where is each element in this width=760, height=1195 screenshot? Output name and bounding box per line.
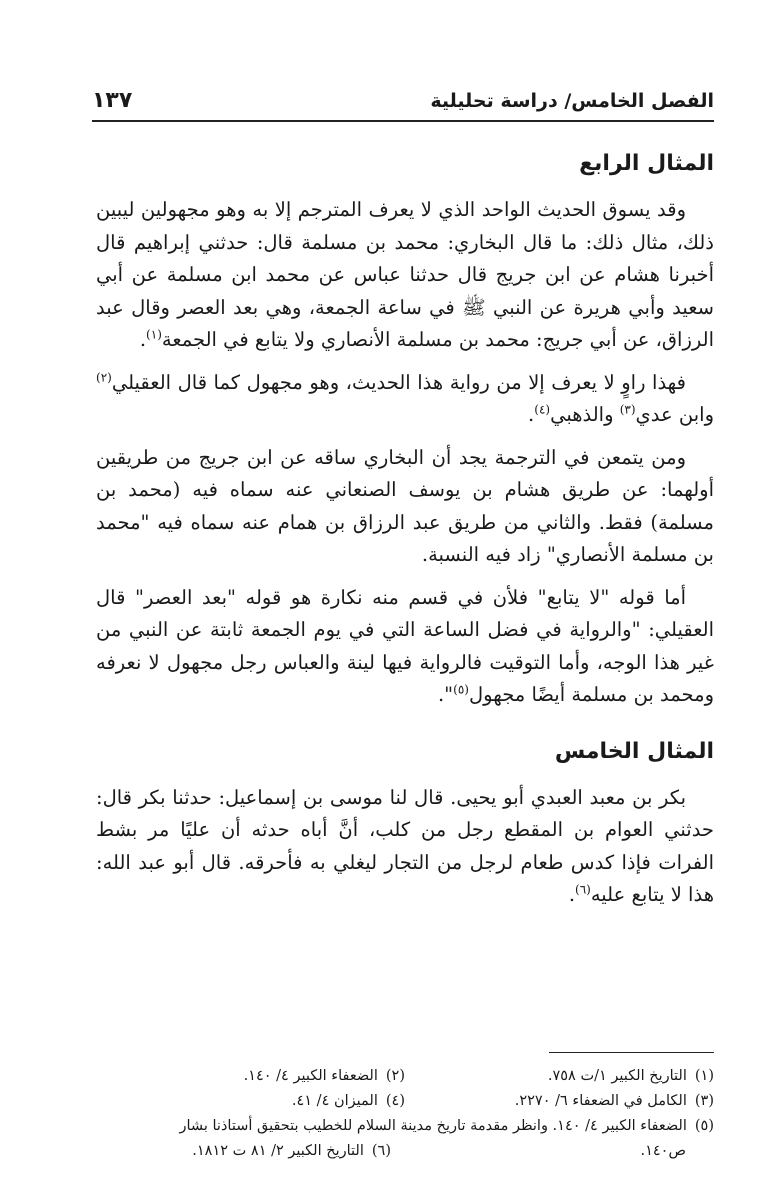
punctuation: ". — [437, 683, 454, 706]
page-body — [96, 148, 714, 922]
footnote-ref: (٦) — [575, 882, 591, 897]
footnote-row — [96, 1089, 714, 1114]
footnote-text: الضعفاء الكبير ٤/ ١٤٠. — [243, 1068, 378, 1084]
paragraph-text: والذهبي — [550, 403, 620, 426]
paragraph-5 — [96, 782, 714, 912]
footnote-ref: (٤) — [534, 402, 551, 417]
footnotes — [96, 1064, 714, 1164]
footnote-number: (٣) — [694, 1093, 714, 1109]
paragraph-1 — [96, 194, 714, 357]
footnote-text: التاريخ الكبير ١/ت ٧٥٨. — [547, 1068, 687, 1084]
footnote-5 — [96, 1114, 714, 1139]
footnote-4 — [96, 1089, 405, 1114]
page-header — [92, 86, 714, 122]
section-heading-example-4: المثال الرابع — [579, 151, 714, 176]
section-heading-example-5: المثال الخامس — [554, 738, 714, 764]
footnote-text: التاريخ الكبير ٢/ ٨١ ت ١٨١٢. — [192, 1143, 364, 1159]
paragraph-text: فهذا راوٍ لا يعرف إلا من رواية هذا الحديث، وهو مجهول كما قال العقيلي — [111, 370, 686, 394]
paragraph-text: بكر بن معبد العبدي أبو يحيى. قال لنا موسى بن إسماعيل: حدثنا بكر قال: حدثني العوام بن المقطع رجل من كلب، أنَّ أباه حدثه أن عليًا مر بشط الفرات فإذا كدس طعام لرجل من التجار ليغلي به فأحرقه. قال أبو عبد الله: هذا لا يتابع عليه — [96, 785, 714, 906]
paragraph-2 — [96, 367, 714, 432]
footnote-number: (٤) — [385, 1093, 405, 1109]
footnote-5-continuation: ص١٤٠. — [640, 1143, 686, 1159]
footnote-text: الميزان ٤/ ٤١. — [291, 1093, 378, 1109]
running-title: الفصل الخامس/ دراسة تحليلية — [430, 90, 714, 112]
footnote-text: الضعفاء الكبير ٤/ ١٤٠. وانظر مقدمة تاريخ مدينة السلام للخطيب بتحقيق أستاذنا بشار — [179, 1118, 687, 1134]
paragraph-text: ومن يتمعن في الترجمة يجد أن البخاري ساقه عن ابن جريج من طريقين أولهما: عن طريق هشام بن يوسف الصنعاني عنه سماه فيه (محمد بن مسلمة) فقط. والثاني من طريق عبد الرزاق بن همام عنه سماه فيه "محمد بن مسلمة الأنصاري" زاد فيه النسبة. — [96, 445, 714, 566]
footnote-2 — [96, 1064, 405, 1089]
punctuation: . — [139, 328, 147, 351]
footnote-row — [96, 1064, 714, 1089]
punctuation: . — [528, 403, 535, 426]
paragraph-3 — [96, 442, 714, 572]
footnote-6 — [96, 1139, 391, 1164]
footnote-1 — [405, 1064, 714, 1089]
footnote-divider — [549, 1052, 714, 1053]
punctuation: . — [568, 883, 576, 906]
footnote-ref: (٥) — [453, 682, 469, 697]
paragraph-text: وقد يسوق الحديث الواحد الذي لا يعرف المترجم إلا به وهو مجهولين ليبين ذلك، مثال ذلك: ما قال البخاري: محمد بن مسلمة قال: حدثني إبراهيم قال أخبرنا هشام عن ابن جريج قال حدثنا عباس عن محمد ابن مسلمة عن أبي سعيد وأبي هريرة عن النبي ﷺ في ساعة الجمعة، وهي بعد العصر وقال عبد الرزاق، عن أبي جريج: محمد بن مسلمة الأنصاري ولا يتابع في الجمعة — [96, 198, 714, 351]
footnote-3 — [405, 1089, 714, 1114]
footnote-number: (٦) — [371, 1143, 391, 1159]
page-number: ١٣٧ — [92, 88, 133, 113]
footnote-text: الكامل في الضعفاء ٦/ ٢٢٧٠. — [514, 1093, 687, 1109]
paragraph-text: وابن عدي — [635, 403, 714, 426]
paragraph-4 — [96, 582, 714, 712]
footnote-number: (١) — [694, 1068, 714, 1084]
footnote-row — [96, 1114, 714, 1139]
footnote-ref: (٢) — [96, 370, 112, 384]
footnote-row — [96, 1139, 714, 1164]
footnote-number: (٢) — [385, 1068, 405, 1084]
footnote-ref: (٣) — [619, 402, 636, 417]
paragraph-text: أما قوله "لا يتابع" فلأن في قسم منه نكارة هو قوله "بعد العصر" قال العقيلي: "والرواية في فضل الساعة التي في يوم الجمعة ثابتة عن النبي من غير هذا الوجه، وأما التوقيت فالرواية فيها لينة والعباس رجل مجهول لا نعرفه ومحمد بن مسلمة أيضًا مجهول — [96, 585, 714, 706]
footnote-ref: (١) — [146, 327, 162, 342]
footnote-number: (٥) — [694, 1118, 714, 1134]
